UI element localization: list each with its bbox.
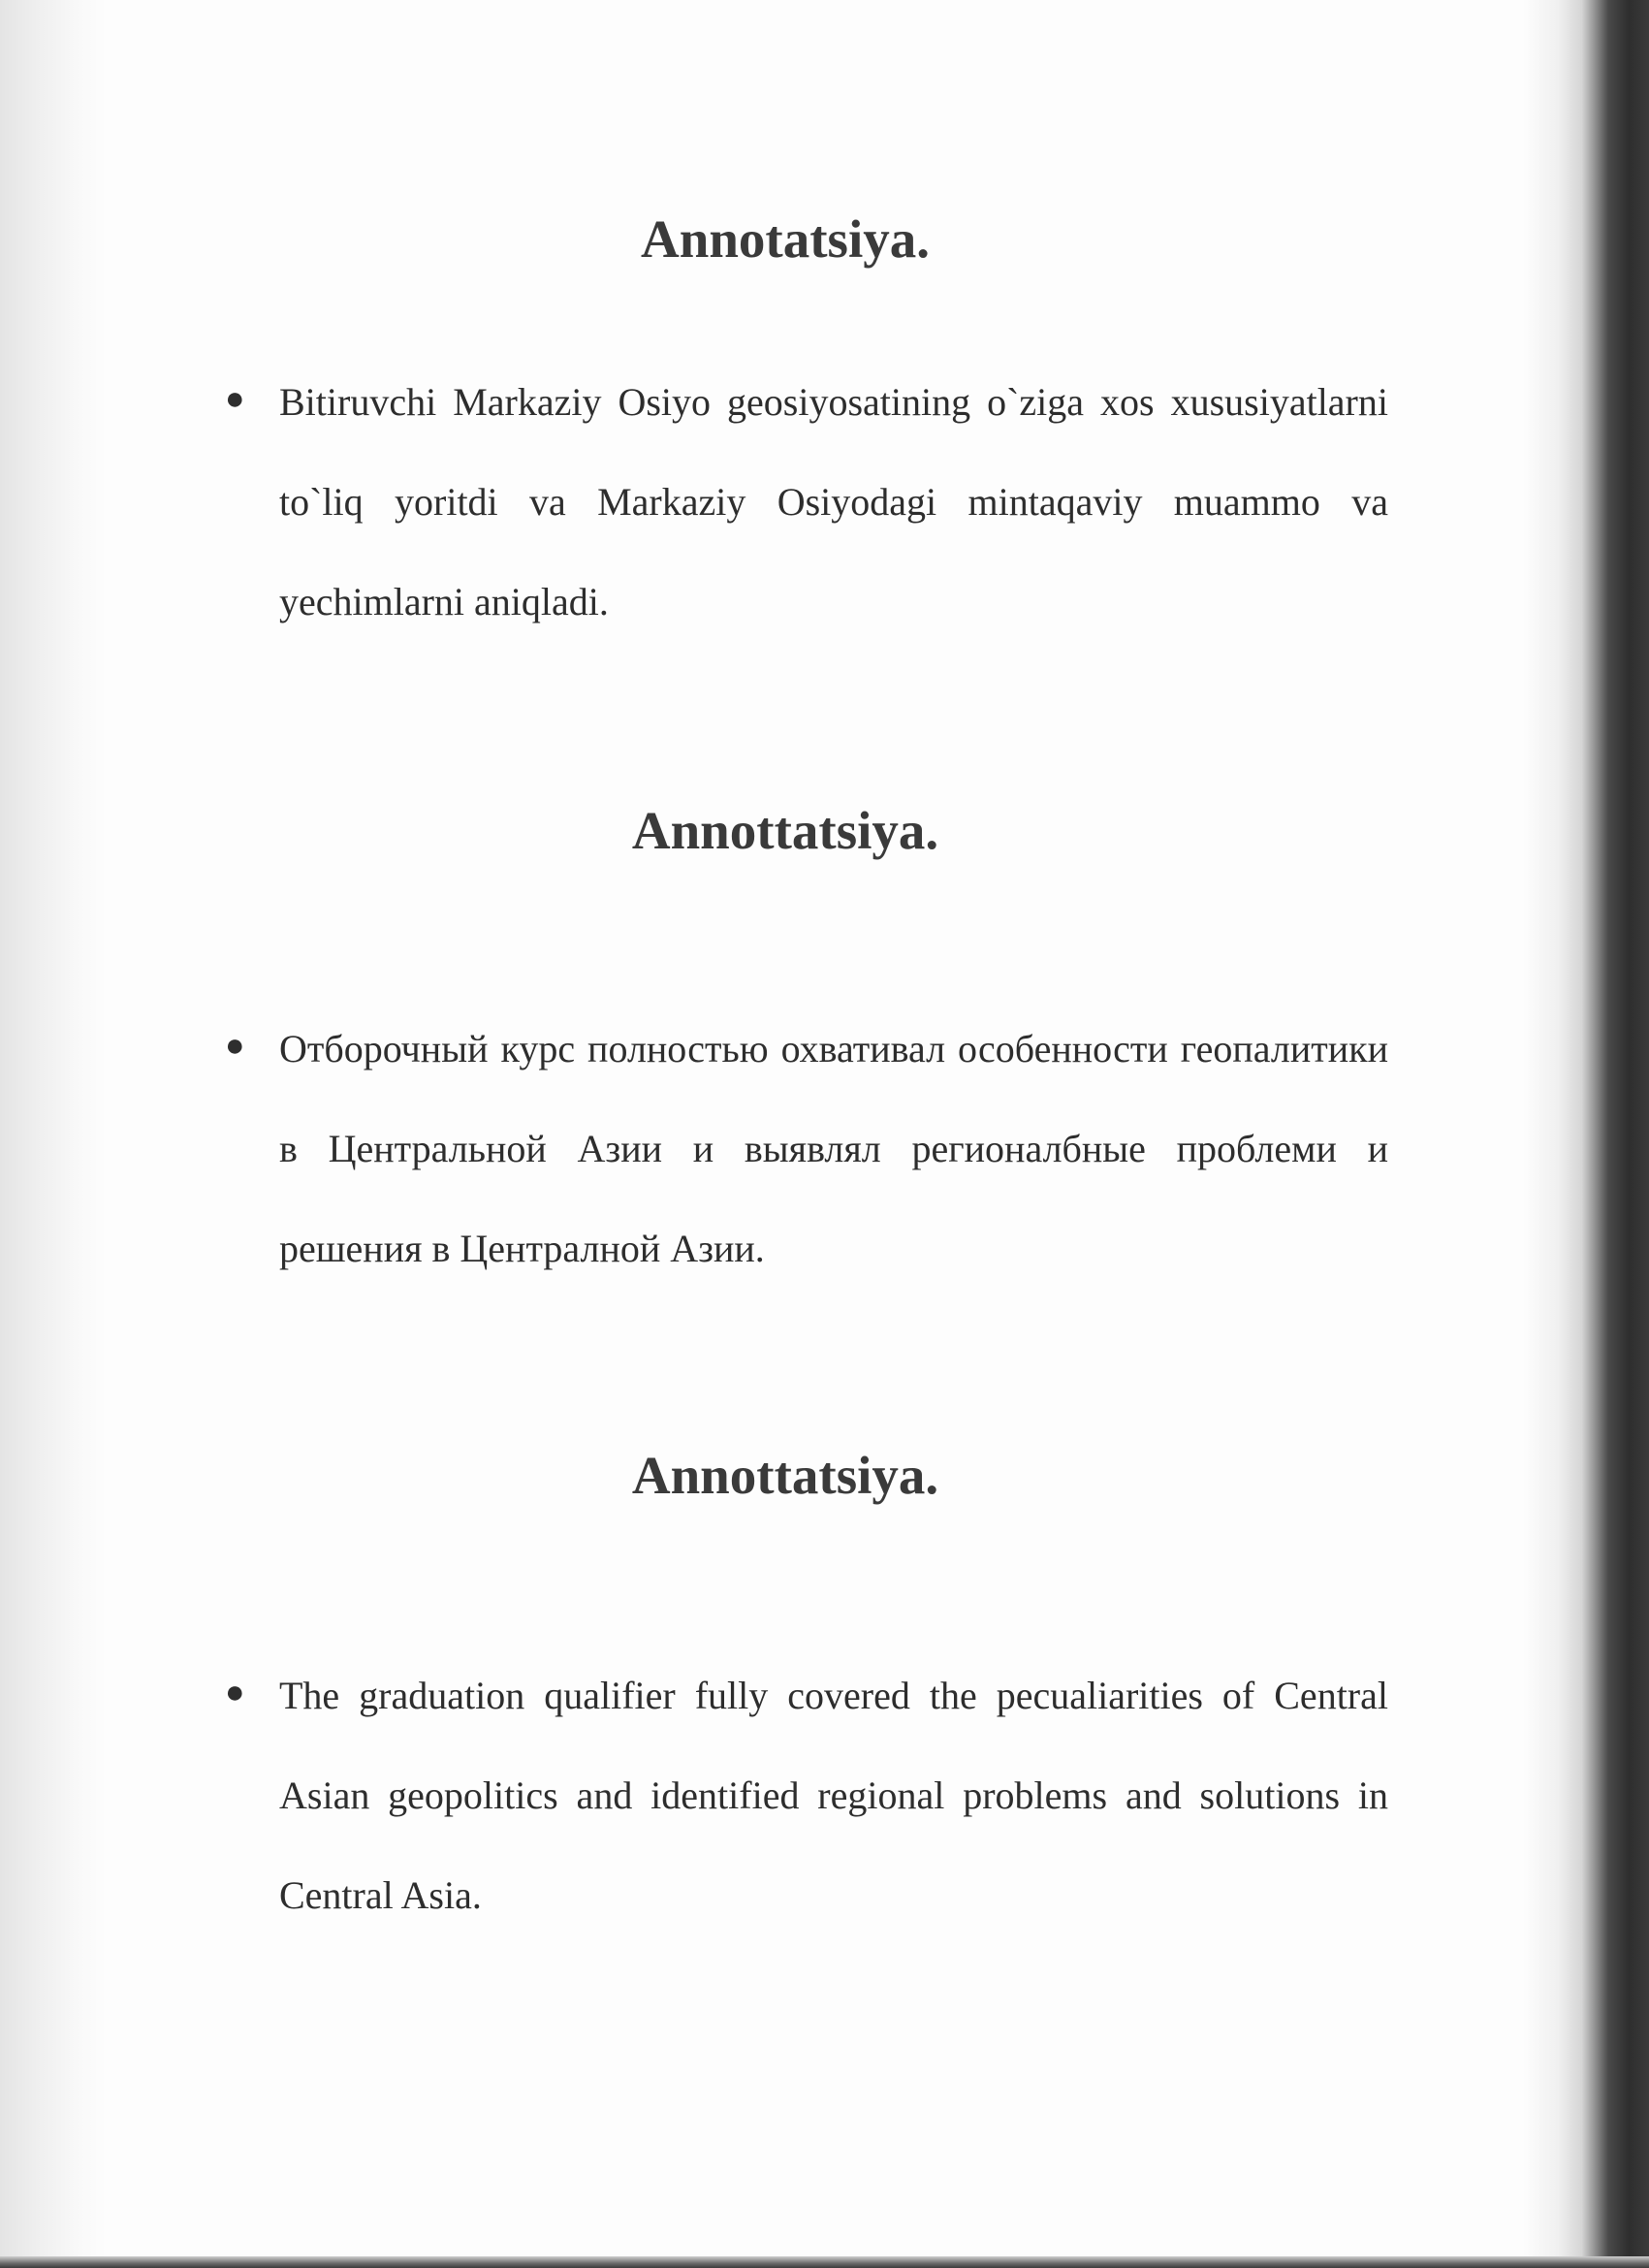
page-binding-edge: [1581, 0, 1649, 2268]
annotation-english: [225, 1645, 1388, 1945]
bullet-icon: ●: [225, 1675, 245, 1710]
page-bottom-edge: [0, 2256, 1649, 2268]
annotation-text-uzbek: Bitiruvchi Markaziy Osiyo geosiyosatining o`ziga xos xususiyatlarni to`liq yoritdi va Markaziy Osiyodagi mintaqaviy muammo va yechimlarni aniqladi.: [279, 380, 1388, 623]
bullet-icon: ●: [225, 381, 245, 417]
heading-english: Annottatsiya.: [631, 1446, 939, 1505]
annotation-russian: [225, 999, 1388, 1298]
annotation-text-english: The graduation qualifier fully covered the pecualiarities of Central Asian geopolitics and identified regional problems and solutions in Central Asia.: [279, 1674, 1388, 1917]
heading-uzbek: Annotatsiya.: [641, 209, 930, 269]
annotation-text-russian: Отборочный курс полностью охвативал особенности геопалитики в Центральной Азии и выявлял регионалбные проблеми и решения в Централной Азии.: [279, 1027, 1388, 1270]
page-right-fade: [1523, 0, 1581, 2268]
annotation-uzbek: [225, 352, 1388, 652]
bullet-icon: ●: [225, 1028, 245, 1064]
page-left-shadow: [0, 0, 107, 2268]
heading-russian: Annottatsiya.: [631, 801, 939, 860]
